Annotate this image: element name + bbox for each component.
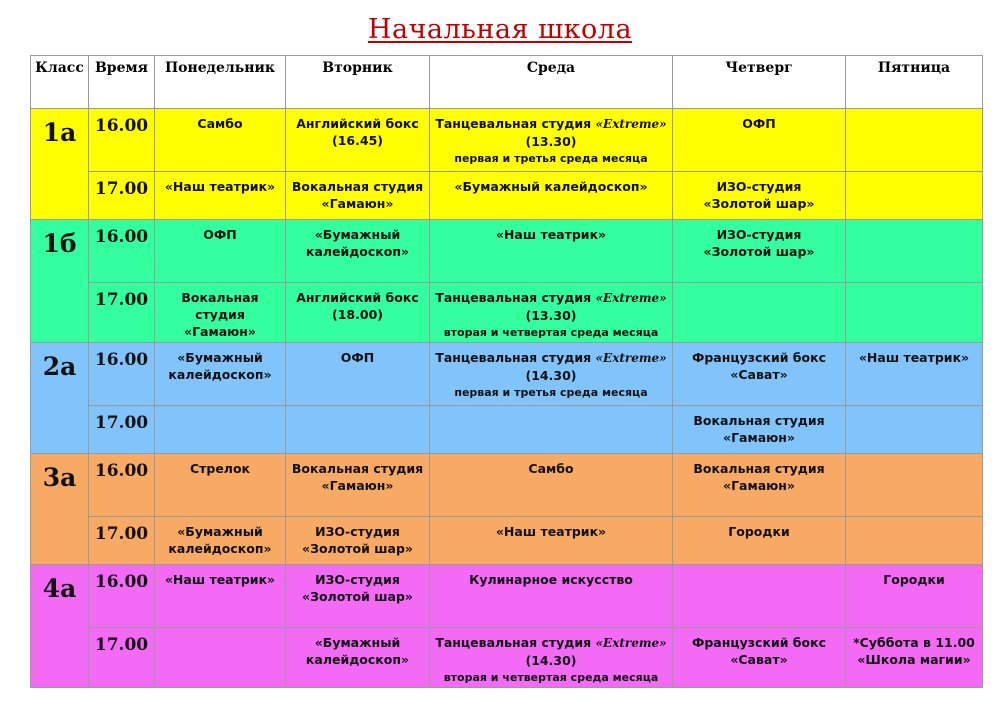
monday-cell — [155, 172, 286, 220]
activity-line: *Суббота в 11.00 — [853, 635, 975, 650]
activity-line: «Бумажный — [314, 635, 401, 650]
activity-name: Танцевальная студия — [435, 116, 596, 131]
schedule-row — [31, 220, 983, 283]
schedule-row — [31, 517, 983, 565]
schedule-row — [31, 406, 983, 454]
activity-line — [430, 349, 672, 367]
schedule-row — [31, 343, 983, 406]
time-cell: 17.00 — [89, 172, 155, 220]
monday-cell — [155, 565, 286, 628]
header-thursday: Четверг — [673, 56, 846, 109]
class-name: 2а — [31, 343, 89, 454]
activity-line: ИЗО-студия — [716, 227, 802, 242]
tuesday-cell — [286, 406, 430, 454]
page-title: Начальная школа — [367, 14, 633, 45]
brand-name: «Extreme» — [595, 636, 667, 650]
activity-line: Французский бокс — [691, 350, 827, 365]
activity-line: Вокальная студия — [693, 461, 825, 476]
class-name: 1а — [31, 109, 89, 220]
activity-line: калейдоскоп» — [168, 367, 272, 382]
friday-cell — [846, 565, 983, 628]
tuesday-cell — [286, 109, 430, 172]
activity-line: ОФП — [742, 116, 776, 131]
activity-line: «Гамаюн» — [184, 324, 256, 339]
activity-line: «Наш театрик» — [495, 227, 607, 242]
time-cell: 16.00 — [89, 109, 155, 172]
thursday-cell — [673, 283, 846, 343]
wednesday-cell — [430, 343, 673, 406]
time-cell: 17.00 — [89, 517, 155, 565]
activity-line: Вокальная — [181, 290, 259, 305]
activity-line — [430, 289, 672, 307]
activity-note: первая и третья среда месяца — [454, 152, 648, 165]
activity-name: Танцевальная студия — [435, 350, 596, 365]
tuesday-cell — [286, 283, 430, 343]
tuesday-cell — [286, 565, 430, 628]
time-cell: 17.00 — [89, 406, 155, 454]
time-cell: 16.00 — [89, 220, 155, 283]
activity-line: ИЗО-студия — [716, 179, 802, 194]
wednesday-cell — [430, 406, 673, 454]
thursday-cell — [673, 220, 846, 283]
friday-cell — [846, 517, 983, 565]
activity-line: Самбо — [197, 116, 243, 131]
header-row — [31, 56, 983, 109]
class-name: 3а — [31, 454, 89, 565]
schedule-row — [31, 565, 983, 628]
friday-cell — [846, 172, 983, 220]
schedule-row — [31, 628, 983, 688]
brand-name: «Extreme» — [595, 291, 667, 305]
activity-time: (13.30) — [525, 134, 577, 149]
activity-line: «Наш театрик» — [858, 350, 970, 365]
activity-line: студия — [195, 307, 245, 322]
activity-line: Вокальная студия — [291, 461, 424, 476]
activity-line: ИЗО-студия — [315, 524, 400, 539]
tuesday-cell — [286, 517, 430, 565]
wednesday-cell — [430, 628, 673, 688]
activity-line: Французский бокс — [691, 635, 827, 650]
activity-note: первая и третья среда месяца — [454, 386, 648, 399]
monday-cell — [155, 343, 286, 406]
friday-cell — [846, 343, 983, 406]
time-cell: 17.00 — [89, 283, 155, 343]
activity-line: «Гамаюн» — [723, 430, 795, 445]
activity-line: «Гамаюн» — [321, 478, 394, 493]
thursday-cell — [673, 565, 846, 628]
header-tuesday: Вторник — [286, 56, 430, 109]
activity-line: «Золотой шар» — [703, 196, 815, 211]
activity-line: «Гамаюн» — [321, 196, 394, 211]
activity-line: Английский бокс — [296, 116, 419, 131]
activity-line: Английский бокс — [296, 290, 419, 305]
activity-line: (18.00) — [332, 307, 383, 322]
activity-line: «Золотой шар» — [302, 589, 413, 604]
tuesday-cell — [286, 343, 430, 406]
class-name: 4а — [31, 565, 89, 688]
monday-cell — [155, 109, 286, 172]
activity-time: (13.30) — [525, 308, 577, 323]
header-wednesday: Среда — [430, 56, 673, 109]
activity-line — [430, 634, 672, 652]
activity-line: «Наш театрик» — [495, 524, 607, 539]
time-cell: 16.00 — [89, 343, 155, 406]
activity-line: Вокальная студия — [291, 179, 424, 194]
activity-line: «Бумажный — [177, 350, 263, 365]
activity-line: Городки — [728, 524, 790, 539]
activity-line: «Сават» — [730, 367, 788, 382]
activity-line: (16.45) — [332, 133, 383, 148]
time-cell: 16.00 — [89, 565, 155, 628]
monday-cell — [155, 283, 286, 343]
activity-name: Танцевальная студия — [435, 290, 596, 305]
wednesday-cell — [430, 565, 673, 628]
class-name: 1б — [31, 220, 89, 343]
time-cell: 16.00 — [89, 454, 155, 517]
wednesday-cell — [430, 172, 673, 220]
header-time: Время — [89, 56, 155, 109]
activity-line: «Бумажный — [177, 524, 263, 539]
activity-line: «Наш театрик» — [164, 179, 276, 194]
schedule-row — [31, 109, 983, 172]
tuesday-cell — [286, 628, 430, 688]
monday-cell — [155, 220, 286, 283]
schedule-row — [31, 283, 983, 343]
activity-line: ОФП — [340, 350, 375, 365]
activity-line: калейдоскоп» — [305, 652, 410, 667]
tuesday-cell — [286, 454, 430, 517]
time-cell: 17.00 — [89, 628, 155, 688]
activity-line — [430, 115, 672, 133]
wednesday-cell — [430, 454, 673, 517]
activity-note: вторая и четвертая среда месяца — [443, 671, 659, 684]
monday-cell — [155, 406, 286, 454]
friday-cell — [846, 220, 983, 283]
activity-line: «Сават» — [730, 652, 788, 667]
friday-cell — [846, 109, 983, 172]
activity-line: ОФП — [203, 227, 237, 242]
activity-line: «Школа магии» — [857, 652, 971, 667]
friday-cell — [846, 406, 983, 454]
activity-line: Стрелок — [189, 461, 251, 476]
friday-cell — [846, 283, 983, 343]
activity-line: Вокальная студия — [693, 413, 825, 428]
activity-line: Самбо — [528, 461, 574, 476]
activity-name: Танцевальная студия — [435, 635, 596, 650]
activity-line: ИЗО-студия — [315, 572, 400, 587]
wednesday-cell — [430, 220, 673, 283]
friday-cell — [846, 628, 983, 688]
thursday-cell — [673, 343, 846, 406]
thursday-cell — [673, 406, 846, 454]
thursday-cell — [673, 628, 846, 688]
activity-line: «Бумажный — [314, 227, 401, 242]
brand-name: «Extreme» — [595, 117, 667, 131]
thursday-cell — [673, 517, 846, 565]
monday-cell — [155, 517, 286, 565]
thursday-cell — [673, 172, 846, 220]
header-class: Класс — [31, 56, 89, 109]
activity-line: «Наш театрик» — [164, 572, 276, 587]
thursday-cell — [673, 109, 846, 172]
activity-line: калейдоскоп» — [305, 244, 410, 259]
activity-line: Городки — [883, 572, 945, 587]
friday-cell — [846, 454, 983, 517]
monday-cell — [155, 628, 286, 688]
header-monday: Понедельник — [155, 56, 286, 109]
thursday-cell — [673, 454, 846, 517]
activity-note: вторая и четвертая среда месяца — [443, 326, 659, 339]
activity-time: (14.30) — [525, 368, 577, 383]
activity-line: Кулинарное искусство — [469, 572, 633, 587]
activity-line: «Золотой шар» — [302, 541, 413, 556]
schedule-table — [30, 55, 983, 688]
activity-line: «Бумажный калейдоскоп» — [454, 179, 648, 194]
activity-time: (14.30) — [525, 653, 577, 668]
wednesday-cell — [430, 283, 673, 343]
activity-line: калейдоскоп» — [168, 541, 272, 556]
wednesday-cell — [430, 109, 673, 172]
wednesday-cell — [430, 517, 673, 565]
tuesday-cell — [286, 172, 430, 220]
schedule-row — [31, 454, 983, 517]
monday-cell — [155, 454, 286, 517]
header-friday: Пятница — [846, 56, 983, 109]
activity-line: «Золотой шар» — [703, 244, 815, 259]
activity-line: «Гамаюн» — [723, 478, 795, 493]
tuesday-cell — [286, 220, 430, 283]
schedule-row — [31, 172, 983, 220]
brand-name: «Extreme» — [595, 351, 667, 365]
